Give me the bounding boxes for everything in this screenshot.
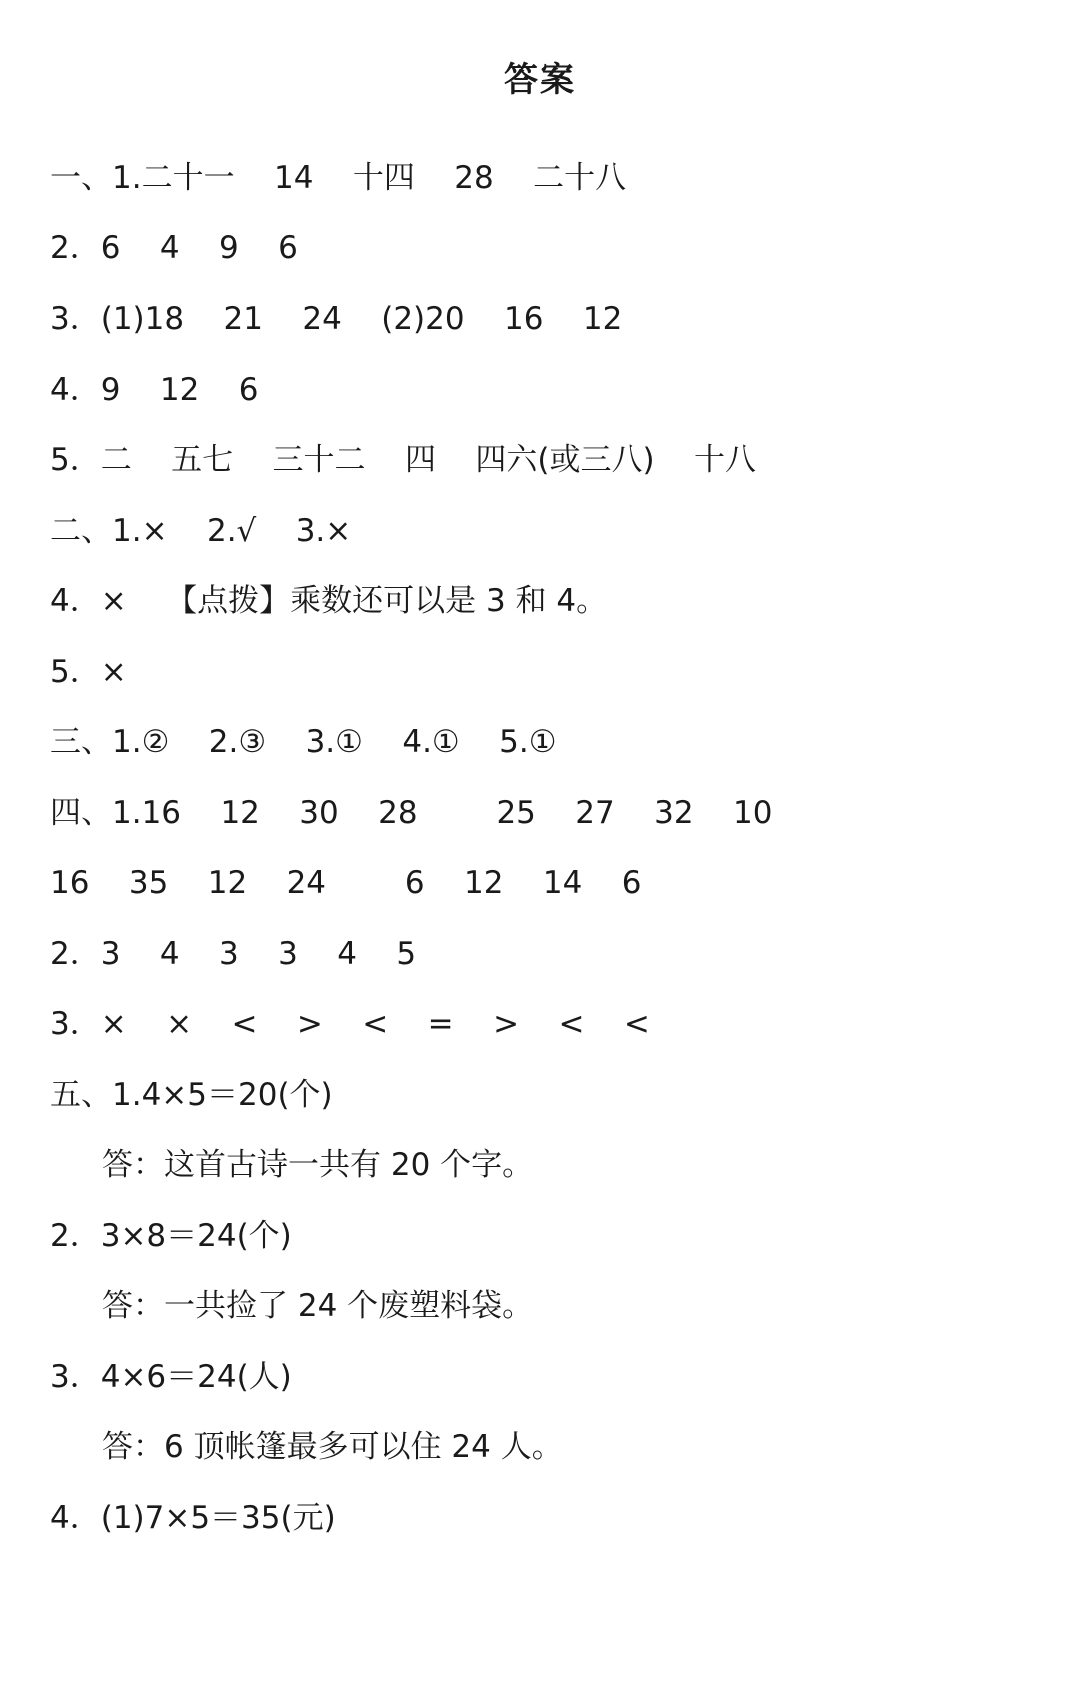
answer-line: 2．3×8＝24(个) [50, 1218, 292, 1254]
page-title: 答案 [504, 60, 576, 100]
answer-reply-line: 答：6 顶帐篷最多可以住 24 人。 [102, 1429, 563, 1465]
answer-line: 2．6 4 9 6 [50, 230, 298, 266]
answer-line: 5．二 五七 三十二 四 四六(或三八) 十八 [50, 442, 756, 478]
answer-line: 3．(1)18 21 24 (2)20 16 12 [50, 301, 623, 337]
answer-line: 四、1.16 12 30 28 25 27 32 10 [50, 795, 773, 831]
answer-line: 3．4×6＝24(人) [50, 1359, 292, 1395]
answer-line: 一、1.二十一 14 十四 28 二十八 [50, 160, 627, 196]
answer-line: 5．× [50, 654, 127, 690]
answer-line: 五、1.4×5＝20(个) [50, 1077, 333, 1113]
answer-reply-line: 答：这首古诗一共有 20 个字。 [102, 1147, 534, 1183]
answer-line: 4．9 12 6 [50, 372, 259, 408]
answer-line: 二、1.× 2.√ 3.× [50, 513, 352, 549]
answer-line: 4．(1)7×5＝35(元) [50, 1500, 336, 1536]
answer-line: 4．× 【点拨】乘数还可以是 3 和 4。 [50, 583, 608, 619]
answer-line: 3．× × < > < = > < < [50, 1006, 650, 1042]
answer-line: 2．3 4 3 3 4 5 [50, 936, 417, 972]
answer-reply-line: 答：一共捡了 24 个废塑料袋。 [102, 1288, 534, 1324]
answer-line: 三、1.② 2.③ 3.① 4.① 5.① [50, 724, 557, 760]
answer-line: 16 35 12 24 6 12 14 6 [50, 865, 642, 901]
